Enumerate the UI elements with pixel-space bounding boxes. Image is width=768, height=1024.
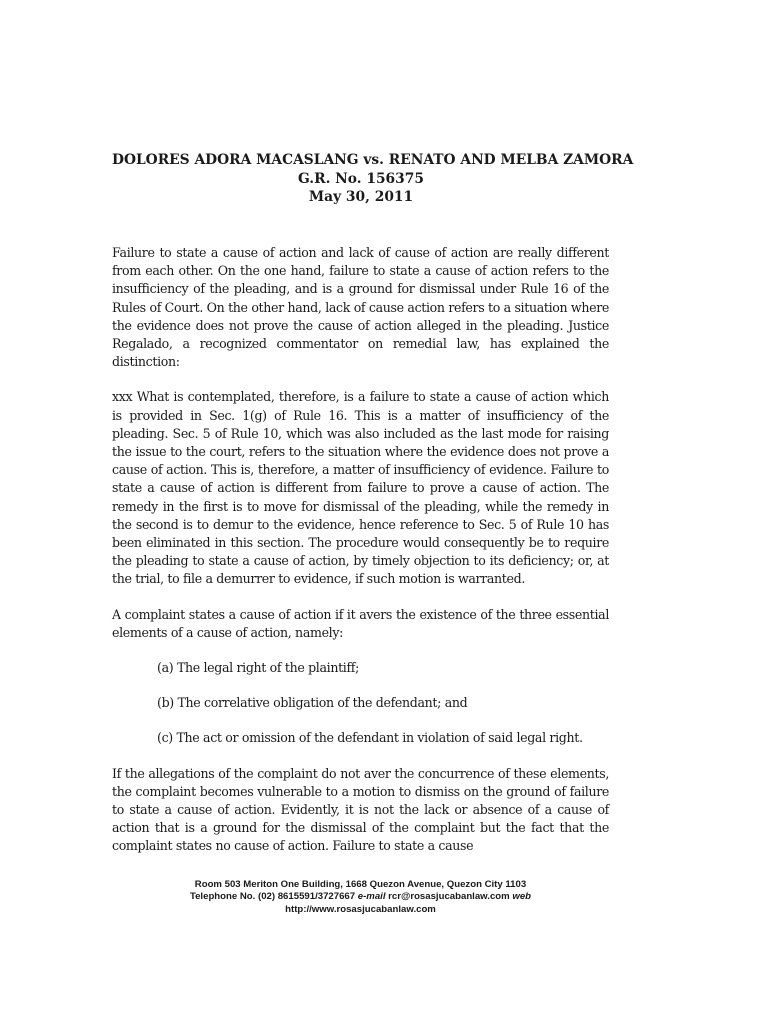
list-item-c: (c) The act or omission of the defendant in violation of said legal right. bbox=[157, 730, 583, 746]
paragraph-quote: xxx What is contemplated, therefore, is a failure to state a cause of action which is provided in Sec. 1(g) of Rule 16. This is a matter of insufficiency of the pleading. Sec. 5 of Rule 10, which was also included as the last mode for raising the issue to the court, refers to the situation where the evidence does not prove a cause of action. This is, therefore, a matter of insufficiency of evidence. Failure to state a cause of action is different from failure to prove a cause of action. The remedy in the first is to move for dismissal of the pleading, while the remedy in the second is to demur to the evidence, hence reference to Sec. 5 of Rule 10 has been eliminated in this section. The procedure would consequently be to require the pleading to state a cause of action, by timely objection to its deficiency; or, at the trial, to file a demurrer to evidence, if such motion is warranted. bbox=[112, 389, 609, 587]
footer-address: Room 503 Meriton One Building, 1668 Quezon Avenue, Quezon City 1103 bbox=[194, 879, 527, 890]
footer-contact bbox=[112, 891, 609, 903]
paragraph-allegations: If the allegations of the complaint do not aver the concurrence of these elements, the complaint becomes vulnerable to a motion to dismiss on the ground of failure to state a cause of action. Evidently, it is not the lack or absence of a cause of action that is a ground for the dismissal of the complaint but the fact that the complaint states no cause of action. Failure to state a cause bbox=[112, 765, 609, 854]
footer-email-label: e-mail bbox=[357, 891, 386, 903]
case-title bbox=[112, 151, 634, 207]
footer-url: http://www.rosasjucabanlaw.com bbox=[285, 903, 436, 915]
case-parties: DOLORES ADORA MACASLANG vs. RENATO AND MELBA ZAMORA bbox=[112, 152, 634, 168]
case-number: G.R. No. 156375 bbox=[298, 170, 424, 187]
paragraph-distinction: Failure to state a cause of action and lack of cause of action are really different from each other. On the one hand, failure to state a cause of action refers to the insufficiency of the pleading, and is a ground for dismissal under Rule 16 of the Rules of Court. On the other hand, lack of cause action refers to a situation where the evidence does not prove the cause of action alleged in the pleading. Justice Regalado, a recognized commentator on remedial law, has explained the distinction: bbox=[112, 245, 609, 370]
footer-phone: Telephone No. (02) 8615591/3727667 bbox=[189, 891, 356, 903]
paragraph-elements-intro: A complaint states a cause of action if it avers the existence of the three essential elements of a cause of action, namely: bbox=[112, 606, 609, 640]
footer-email: rcr@rosasjucabanlaw.com bbox=[388, 891, 510, 903]
footer-web-label: web bbox=[512, 891, 532, 903]
case-date: May 30, 2011 bbox=[308, 189, 414, 205]
list-item-a: (a) The legal right of the plaintiff; bbox=[157, 660, 359, 676]
letterhead-footer bbox=[112, 879, 609, 916]
document-body bbox=[112, 244, 609, 856]
list-item-b: (b) The correlative obligation of the defendant; and bbox=[157, 695, 468, 711]
